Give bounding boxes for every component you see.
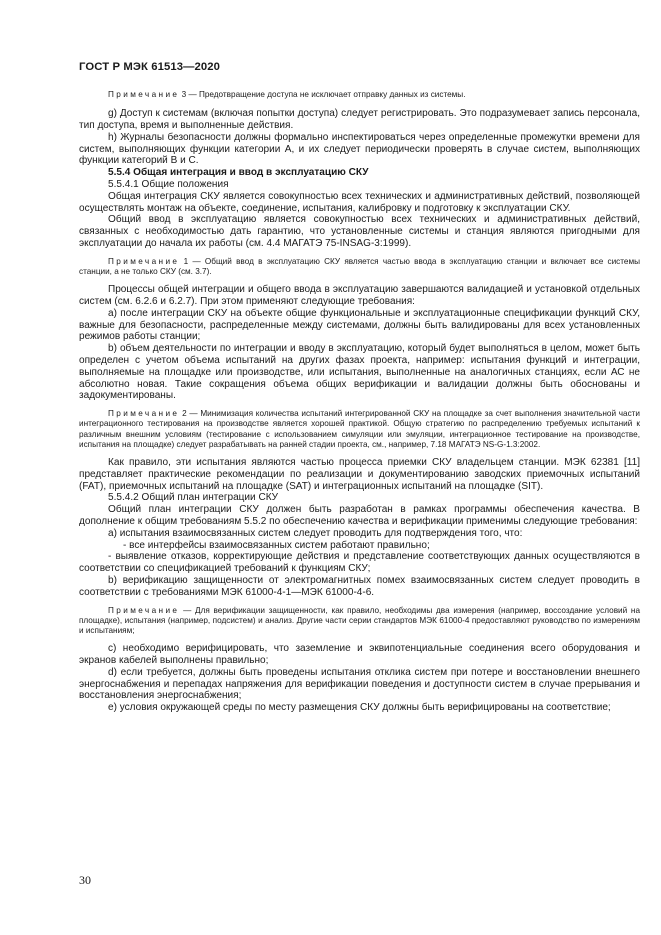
subsection-heading-5-5-4-1: 5.5.4.1 Общие положения — [108, 178, 229, 190]
item-g: g) Доступ к системам (включая попытки доступа) следует регистрировать. Это подразумевает запись персонала, тип доступа, время и выполненные действия. — [79, 108, 640, 131]
note-label: Примечание — [108, 409, 180, 419]
note-2 — [79, 409, 640, 450]
item-a-validation: a) после интеграции СКУ на объекте общие функциональные и эксплуатационные спецификации функций СКУ, важные для безопасности, распределенные между системами, должны быть валидированы для всех установленных режимов работы станции; — [79, 307, 640, 343]
section-heading-5-5-4: 5.5.4 Общая интеграция и ввод в эксплуатацию СКУ — [108, 167, 369, 179]
paragraph-commissioning: Общий ввод в эксплуатацию является совокупностью всех технических и административных действий, связанных с необходимостью дать гарантию, что установленные системы и станция являются пригодными для эксплуатации до начала их работы (см. 4.4 МАГАТЭ 75-INSAG-3:1999). — [79, 214, 640, 249]
note-text: — Для верификации защищенности, как правило, необходимы два измерения (например, воссоздание условий на площадке), испытания (например, подсистем) и анализ. Другие части серии стандартов МЭК 61000-4 предоставляют руководство по измерениям и испытаниям; — [79, 605, 640, 635]
note-text: 1 — Общий ввод в эксплуатацию СКУ является частью ввода в эксплуатацию станции и включает все системы станции, а не только СКУ (см. 3.7). — [79, 256, 640, 276]
paragraph-acceptance: Как правило, эти испытания являются частью процесса приемки СКУ владельцем станции. МЭК 62381 [11] представляет практические рекомендации по реализации и документированию заводских приемочных испытаний (FAT), приемочных испытаний на площадке (SAT) и интеграционных испытаний на площадке (SIT). — [79, 456, 640, 492]
item-d-power: d) если требуется, должны быть проведены испытания отклика систем при потере и восстановлении внешнего энергоснабжения и перепадах напряжения для верификации поведения и доступности систем в случае прерывания и восстановления энергоснабжения; — [79, 666, 640, 702]
note-label: Примечание — [108, 605, 180, 615]
standard-header: ГОСТ Р МЭК 61513—2020 — [79, 61, 221, 73]
paragraph-integration-plan: Общий план интеграции СКУ должен быть разработан в рамках программы обеспечения качества. В дополнение к общим требованиям 5.5.2 по обеспечению качества и верификации применимы следующие требования: — [79, 504, 640, 527]
item-b-emc: b) верификацию защищенности от электромагнитных помех взаимосвязанных систем следует проводить в соответствии с требованиями МЭК 61000-4-1—МЭК 61000-4-6. — [79, 574, 640, 598]
paragraph-processes: Процессы общей интеграции и общего ввода в эксплуатацию завершаются валидацией и установкой отдельных систем (см. 6.2.6 и 6.2.7). При этом применяют следующие требования: — [79, 284, 640, 307]
item-e-environment: e) условия окружающей среды по месту размещения СКУ должны быть верифицированы на соответствие; — [108, 702, 611, 714]
note-label: Примечание — [108, 90, 180, 99]
item-a-tests: a) испытания взаимосвязанных систем следует проводить для подтверждения того, что: — [108, 527, 523, 539]
note-label: Примечание — [108, 256, 180, 266]
page-number: 30 — [79, 873, 91, 887]
dash-item-failures: - выявление отказов, корректирующие действия и представление соответствующих данных осуществляются в соответствии со спецификацией требований к функциям СКУ; — [79, 551, 640, 575]
paragraph-integration: Общая интеграция СКУ является совокупностью всех технических и административных действий, позволяющей осуществлять монтаж на объекте, соединение, испытания, калибровку и подготовку к эксплуатации СКУ. — [79, 190, 640, 214]
item-c-grounding: c) необходимо верифицировать, что заземление и эквипотенциальные соединения всего оборудования и экранов кабелей выполнены правильно; — [79, 643, 640, 666]
note-emc — [79, 606, 640, 637]
note-text: 3 — Предотвращение доступа не исключает отправку данных из системы. — [179, 90, 466, 99]
note-1 — [79, 257, 640, 277]
item-b-scope: b) объем деятельности по интеграции и вводу в эксплуатацию, который будет выполняться в целом, может быть определен с учетом объема испытаний на других фазах проекта, например: испытания функций и интеграции, выполняемые на площадке или производстве, или испытания, выполненные на аналогичных станциях, если АС не абсолютно новая. Такие сокращения объема общих верификации и валидации должны быть обоснованы и задокументированы. — [79, 343, 640, 402]
document-body — [79, 90, 640, 714]
subsection-heading-5-5-4-2: 5.5.4.2 Общий план интеграции СКУ — [108, 492, 279, 504]
dash-item-interfaces: - все интерфейсы взаимосвязанных систем работают правильно; — [123, 539, 430, 551]
note-text: 2 — Минимизация количества испытаний интегрированной СКУ на площадке за счет выполнения значительной части интеграционного тестирования на производстве является хорошей практикой. Общую стратегию по распределению требуемых испытаний к различным внешним условиям (тестирование с использованием симуляции или эмуляции, интеграционное тестирование на производстве, испытания на площадке) следует разрабатывать на ранней стадии проекта, см., например, 7.18 МАГАТЭ NS-G-1.3:2002. — [79, 409, 640, 449]
item-h: h) Журналы безопасности должны формально инспектироваться через определенные промежутки времени для систем, выполняющих функции категории А, и их следует периодически проверять в случае систем, выполняющих функции категорий В и С. — [79, 131, 640, 167]
note-3 — [79, 90, 640, 100]
